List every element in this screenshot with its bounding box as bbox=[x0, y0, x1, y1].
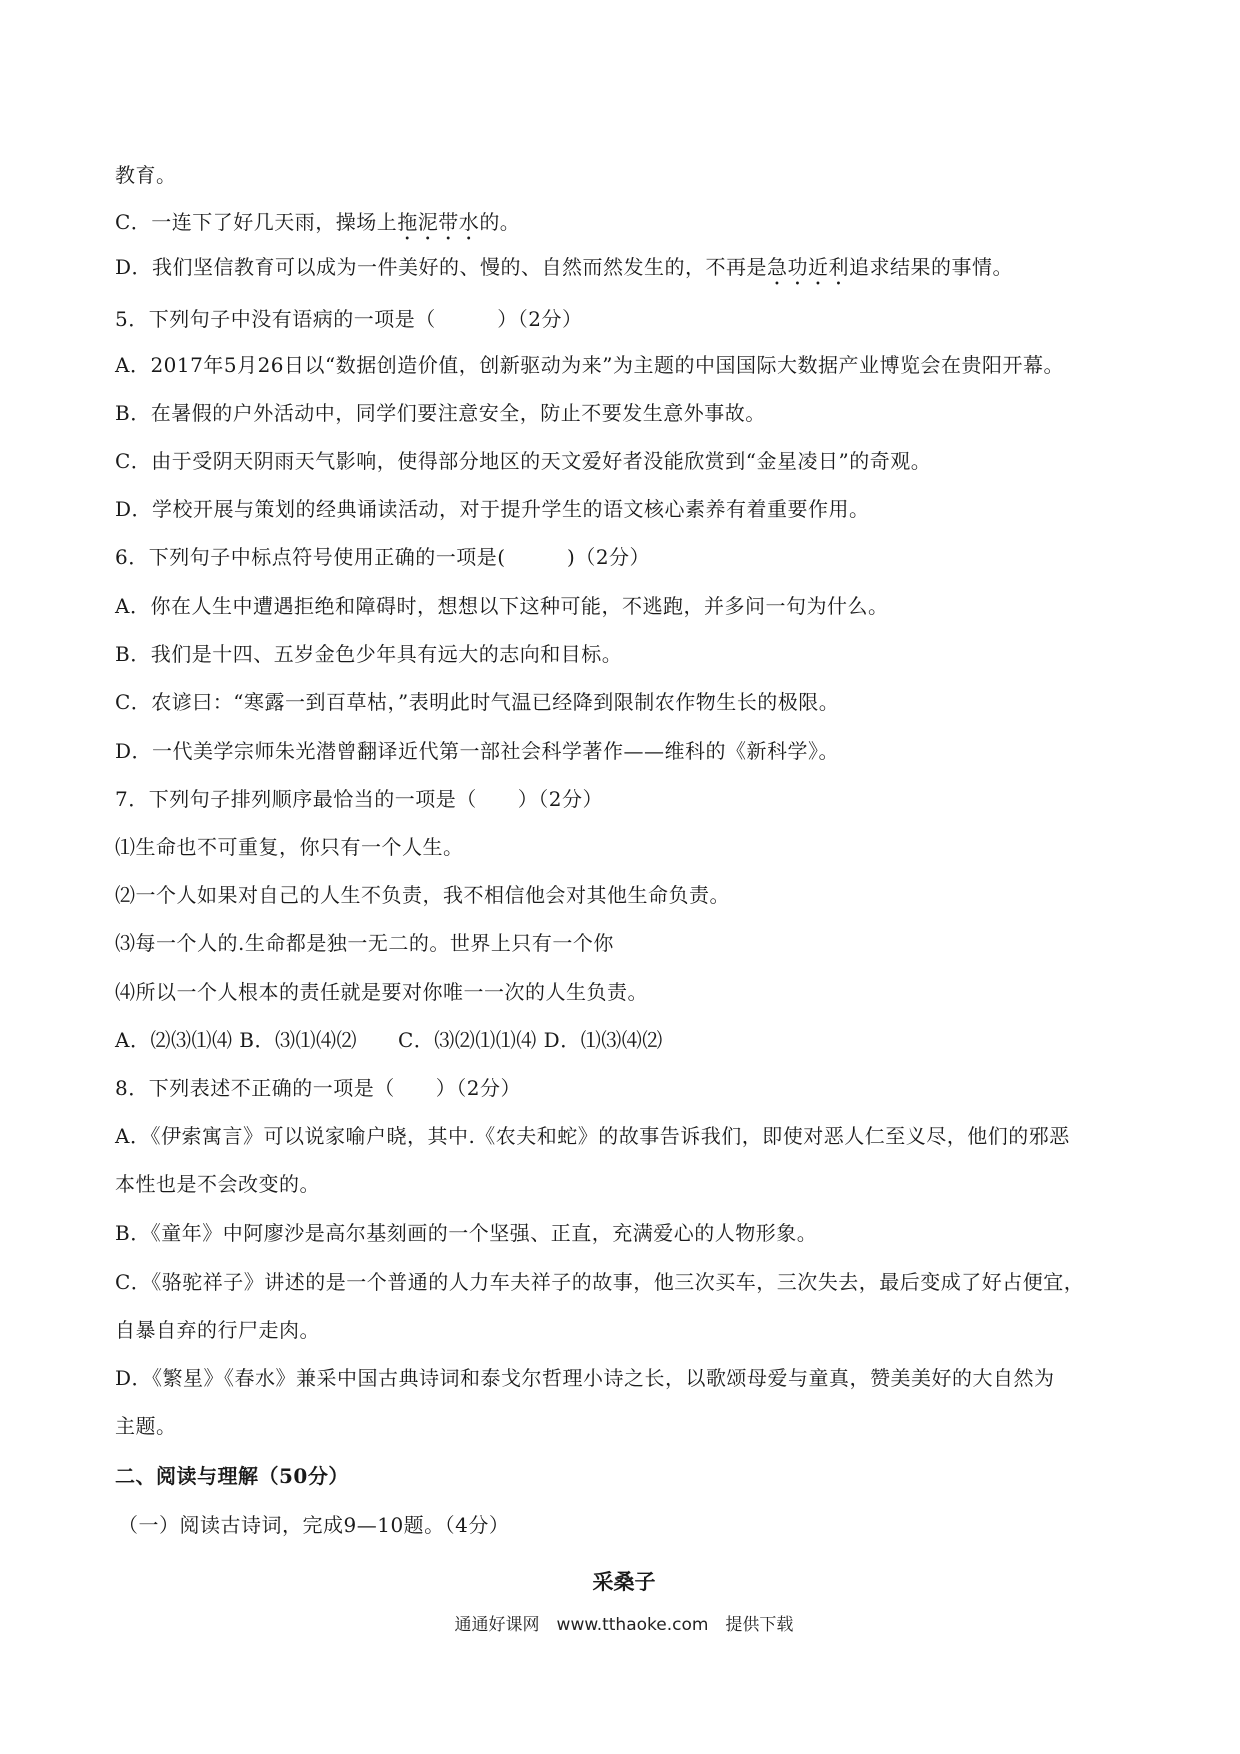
question-6-option-c: C．农谚曰：“寒露一到百草枯，”表明此时气温已经降到限制农作物生长的极限。 bbox=[115, 690, 840, 714]
question-7-sentence-2: ⑵一个人如果对自己的人生不负责，我不相信他会对其他生命负责。 bbox=[115, 883, 730, 907]
question-8-option-b: B．《童年》中阿廖沙是高尔基刻画的一个坚强、正直，充满爱心的人物形象。 bbox=[115, 1221, 818, 1245]
option-c-idiom bbox=[115, 208, 1130, 245]
question-7-options: A．⑵⑶⑴⑷ B．⑶⑴⑷⑵ C．⑶⑵⑴⑴⑷ D．⑴⑶⑷⑵ bbox=[115, 1028, 663, 1052]
emphasized-idiom: 拖泥带水 bbox=[397, 210, 480, 234]
question-7-sentence-3: ⑶每一个人的.生命都是独一无二的。世界上只有一个你 bbox=[115, 931, 614, 955]
text-segment: 的。 bbox=[479, 210, 521, 234]
poem-title: 采桑子 bbox=[592, 1570, 656, 1594]
emphasized-idiom: 急功近利 bbox=[767, 255, 850, 279]
question-6-option-d: D．一代美学宗师朱光潜曾翻译近代第一部社会科学著作——维科的《新科学》。 bbox=[115, 739, 840, 763]
question-8-option-a-line-2: 本性也是不会改变的。 bbox=[115, 1172, 320, 1196]
text-segment: 追求结果的事情。 bbox=[849, 255, 1014, 279]
text-segment: C．一连下了好几天雨，操场上 bbox=[115, 210, 398, 234]
question-7: 7．下列句子排列顺序最恰当的一项是（ ）（2分） bbox=[115, 787, 603, 811]
question-5-option-a: A．2017年5月26日以“数据创造价值，创新驱动为来”为主题的中国国际大数据产业博览会在贵阳开幕。 bbox=[115, 353, 1064, 377]
question-7-sentence-1: ⑴生命也不可重复，你只有一个人生。 bbox=[115, 835, 464, 859]
question-5: 5．下列句子中没有语病的一项是（ ）（2分） bbox=[115, 307, 583, 331]
subsection-heading: （一）阅读古诗词，完成9—10题。（4分） bbox=[118, 1513, 510, 1537]
question-8-option-d-line-2: 主题。 bbox=[115, 1414, 177, 1438]
question-5-option-c: C．由于受阴天阴雨天气影响，使得部分地区的天文爱好者没能欣赏到“金星凌日”的奇观。 bbox=[115, 449, 932, 473]
question-8-option-a-line-1: A．《伊索寓言》可以说家喻户晓，其中.《农夫和蛇》的故事告诉我们，即使对恶人仁至义尽，他们的邪恶 bbox=[115, 1124, 1070, 1148]
question-5-option-d: D．学校开展与策划的经典诵读活动，对于提升学生的语文核心素养有着重要作用。 bbox=[115, 497, 870, 521]
question-8-option-c-line-2: 自暴自弃的行尸走肉。 bbox=[115, 1318, 320, 1342]
page-footer: 通通好课网 www.tthaoke.com 提供下载 bbox=[454, 1615, 794, 1635]
question-5-option-b: B．在暑假的户外活动中，同学们要注意安全，防止不要发生意外事故。 bbox=[115, 401, 766, 425]
text-segment: D．我们坚信教育可以成为一件美好的、慢的、自然而然发生的，不再是 bbox=[115, 255, 768, 279]
question-8-option-c-line-1: C．《骆驼祥子》讲述的是一个普通的人力车夫祥子的故事，他三次买车，三次失去，最后变成了好占便宜， bbox=[115, 1270, 1085, 1294]
question-6: 6．下列句子中标点符号使用正确的一项是( )（2分） bbox=[115, 545, 651, 569]
question-6-option-a: A．你在人生中遭遇拒绝和障碍时，想想以下这种可能，不逃跑，并多问一句为什么。 bbox=[115, 594, 889, 618]
question-8: 8．下列表述不正确的一项是（ ）（2分） bbox=[115, 1076, 521, 1100]
question-7-sentence-4: ⑷所以一个人根本的责任就是要对你唯一一次的人生负责。 bbox=[115, 980, 648, 1004]
section-heading: 二、阅读与理解（50分） bbox=[115, 1464, 349, 1488]
question-6-option-b: B．我们是十四、五岁金色少年具有远大的志向和目标。 bbox=[115, 642, 623, 666]
question-8-option-d-line-1: D．《繁星》《春水》兼采中国古典诗词和泰戈尔哲理小诗之长，以歌颂母爱与童真，赞美美好的大自然为 bbox=[115, 1366, 1055, 1390]
text-line: 教育。 bbox=[115, 163, 177, 187]
option-d-idiom bbox=[115, 253, 1130, 290]
